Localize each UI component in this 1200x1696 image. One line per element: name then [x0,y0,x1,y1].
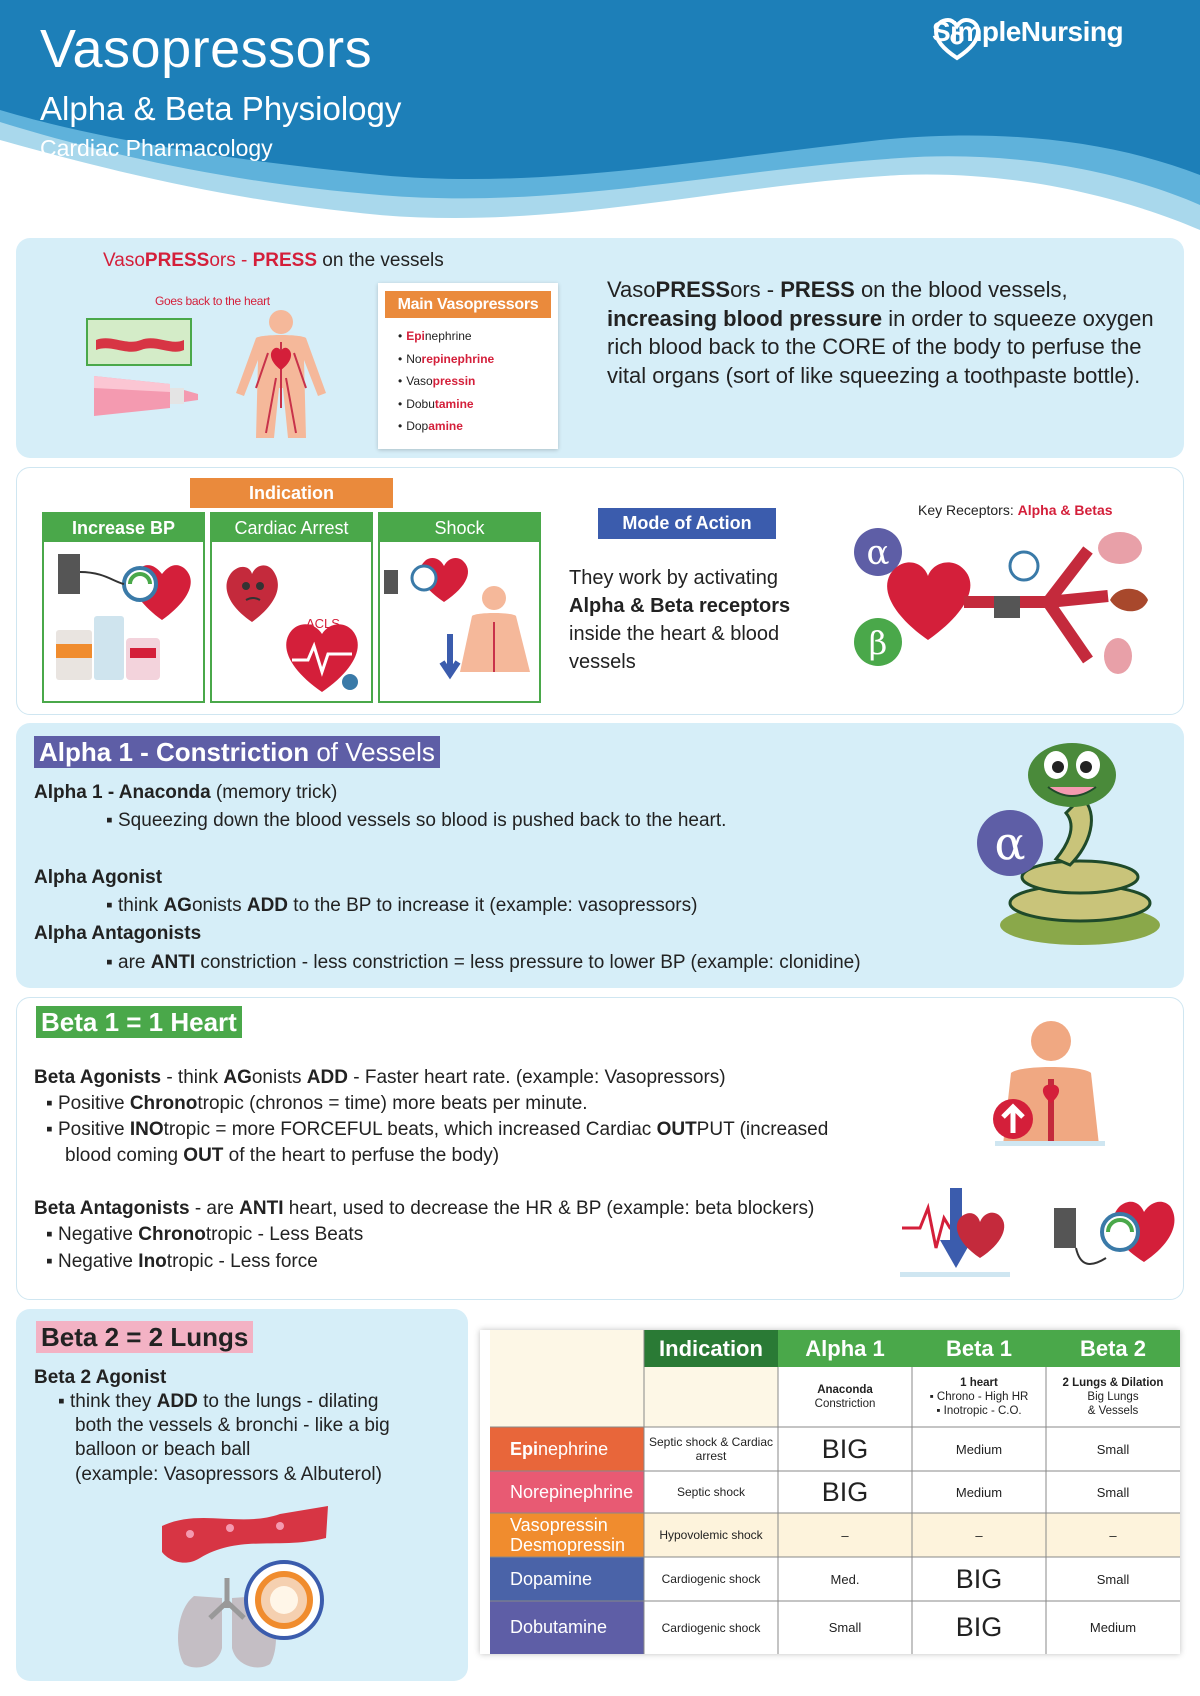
mode-of-action-label: Mode of Action [598,508,776,539]
beta1-line: ▪ Positive INOtropic = more FORCEFUL beats, which increased Cardiac OUTPUT (increased [46,1119,829,1140]
list-item: • Dobutamine [398,397,494,420]
list-item: • Dopamine [398,419,494,442]
table-cell-indication: Septic shock & Cardiac arrest [644,1427,778,1471]
table-cell-indication: Cardiogenic shock [644,1557,778,1601]
table-header-alpha1: Alpha 1 [778,1330,912,1367]
beta2-section-title: Beta 2 = 2 Lungs [36,1321,253,1353]
blood-pressure-heart-icon [1050,1188,1176,1280]
alpha-agonist-heading: Alpha Agonist [34,867,163,888]
table-cell-beta1: Medium [912,1427,1046,1471]
table-row-drug-name: Vasopressin Desmopressin [490,1513,644,1557]
heart-rate-down-icon [900,1178,1010,1278]
table-row-drug-name: Dobutamine [490,1601,644,1654]
key-receptors-label: Key Receptors: Alpha & Betas [918,502,1113,518]
table-cell-indication: Septic shock [644,1471,778,1513]
list-item: • Norepinephrine [398,352,494,375]
table-cell-beta1: BIG [912,1601,1046,1654]
goes-back-label: Goes back to the heart [155,294,270,308]
main-vasopressors-title: Main Vasopressors [385,291,551,318]
page-category: Cardiac Pharmacology [40,135,273,161]
header-banner [0,0,1200,230]
body-circulation-icon [226,308,336,440]
alpha-line: ▪ think AGonists ADD to the BP to increase it (example: vasopressors) [106,895,698,916]
page-subtitle: Alpha & Beta Physiology [40,90,402,127]
beta1-section-title: Beta 1 = 1 Heart [36,1006,242,1038]
beta-symbol: β [868,624,888,662]
indication-item-label: Increase BP [44,514,203,542]
vasopressor-comparison-table [480,1330,1180,1654]
alpha-symbol: α [994,816,1026,870]
list-item: • Epinephrine [398,329,494,352]
anaconda-snake-icon [970,735,1170,950]
lungs-vessel-icon [160,1498,330,1674]
beta1-line: ▪ Positive Chronotropic (chronos = time) more beats per minute. [46,1093,588,1114]
indication-increase-bp [42,512,205,703]
table-sub-alpha1: Anaconda Constriction [814,1384,876,1410]
table-cell-beta2: Small [1046,1427,1180,1471]
indication-item-label: Shock [380,514,539,542]
receptors-diagram [848,520,1178,680]
table-cell-alpha1: – [778,1513,912,1557]
alpha-section-title: Alpha 1 - Constriction of Vessels [34,736,440,768]
indication-label: Indication [190,478,393,508]
table-cell-beta2: Small [1046,1557,1180,1601]
table-cell-alpha1: BIG [778,1427,912,1471]
table-row-drug-name: Epinephrine [490,1427,644,1471]
table-header-beta1: Beta 1 [912,1330,1046,1367]
beta2-line: both the vessels & bronchi - like a big [75,1415,390,1436]
table-cell-beta1: BIG [912,1557,1046,1601]
indication-item-label: Cardiac Arrest [212,514,371,542]
beta2-line: balloon or beach ball [75,1439,251,1460]
table-cell-beta1: – [912,1513,1046,1557]
alpha-line: Alpha 1 - Anaconda (memory trick) [34,782,338,803]
table-header-beta2: Beta 2 [1046,1330,1180,1367]
table-sub-beta2: 2 Lungs & Dilation Big Lungs & Vessels [1062,1377,1164,1417]
indication-shock [378,512,541,703]
body-heart-rate-up-icon [975,1015,1105,1150]
alpha-line: ▪ Squeezing down the blood vessels so blood is pushed back to the heart. [106,810,727,831]
table-cell-beta1: Medium [912,1471,1046,1513]
alpha-line: ▪ are ANTI constriction - less constriction = less pressure to lower BP (example: clonidine) [106,952,861,973]
toothpaste-icon [90,370,200,420]
beta1-line: Beta Agonists - think AGonists ADD - Faster heart rate. (example: Vasopressors) [34,1067,726,1088]
list-item: • Vasopressin [398,374,494,397]
beta1-line: Beta Antagonists - are ANTI heart, used to decrease the HR & BP (example: beta blockers) [34,1198,815,1219]
table-row-drug-name: Norepinephrine [490,1471,644,1513]
table-cell-indication: Cardiogenic shock [644,1601,778,1654]
table-cell-alpha1: BIG [778,1471,912,1513]
table-sub-beta1: 1 heart ▪ Chrono - High HR ▪ Inotropic - C.O. [929,1377,1029,1417]
alpha-antagonist-heading: Alpha Antagonists [34,923,202,944]
beta2-line: (example: Vasopressors & Albuterol) [75,1464,382,1485]
table-cell-beta2: Small [1046,1471,1180,1513]
cardiac-arrest-icon [212,542,371,701]
acls-label: ACLS [306,616,340,631]
page-title: Vasopressors [40,19,373,79]
table-row-drug-name: Dopamine [490,1557,644,1601]
beta1-line: ▪ Negative Chronotropic - Less Beats [46,1224,364,1245]
beta1-line: blood coming OUT of the heart to perfuse the body) [65,1145,500,1166]
intro-description: VasoPRESSors - PRESS on the blood vessels, increasing blood pressure in order to squeeze oxygen rich blood back to the CORE of the body to perfuse the vital organs (sort of like squeezing a toothpaste bottle). [607,277,1154,388]
table-cell-alpha1: Small [778,1601,912,1654]
beta2-line: ▪ think they ADD to the lungs - dilating [58,1391,379,1412]
blood-vessel-icon [86,318,192,366]
main-vasopressors-list [398,329,494,442]
indication-cardiac-arrest [210,512,373,703]
brand-logo [932,16,1123,48]
table-cell-beta2: Medium [1046,1601,1180,1654]
alpha-symbol: α [866,533,890,573]
table-cell-indication: Hypovolemic shock [644,1513,778,1557]
shock-body-icon [380,542,539,701]
intro-heading: VasoPRESSors - PRESS on the vessels [103,250,444,271]
beta2-agonist-heading: Beta 2 Agonist [34,1367,167,1388]
stethoscope-heart-icon [932,16,982,64]
table-cell-alpha1: Med. [778,1557,912,1601]
table-cell-beta2: – [1046,1513,1180,1557]
table-header-indication: Indication [644,1330,778,1367]
brand-name: SimpleNursing [932,16,1124,47]
beta1-line: ▪ Negative Inotropic - Less force [46,1251,318,1272]
mode-of-action-text: They work by activating Alpha & Beta receptors inside the heart & blood vessels [569,567,791,673]
blood-pressure-monitor-icon [44,542,203,701]
table-grid-lines [480,1330,1180,1654]
main-vasopressors-box [378,283,558,449]
